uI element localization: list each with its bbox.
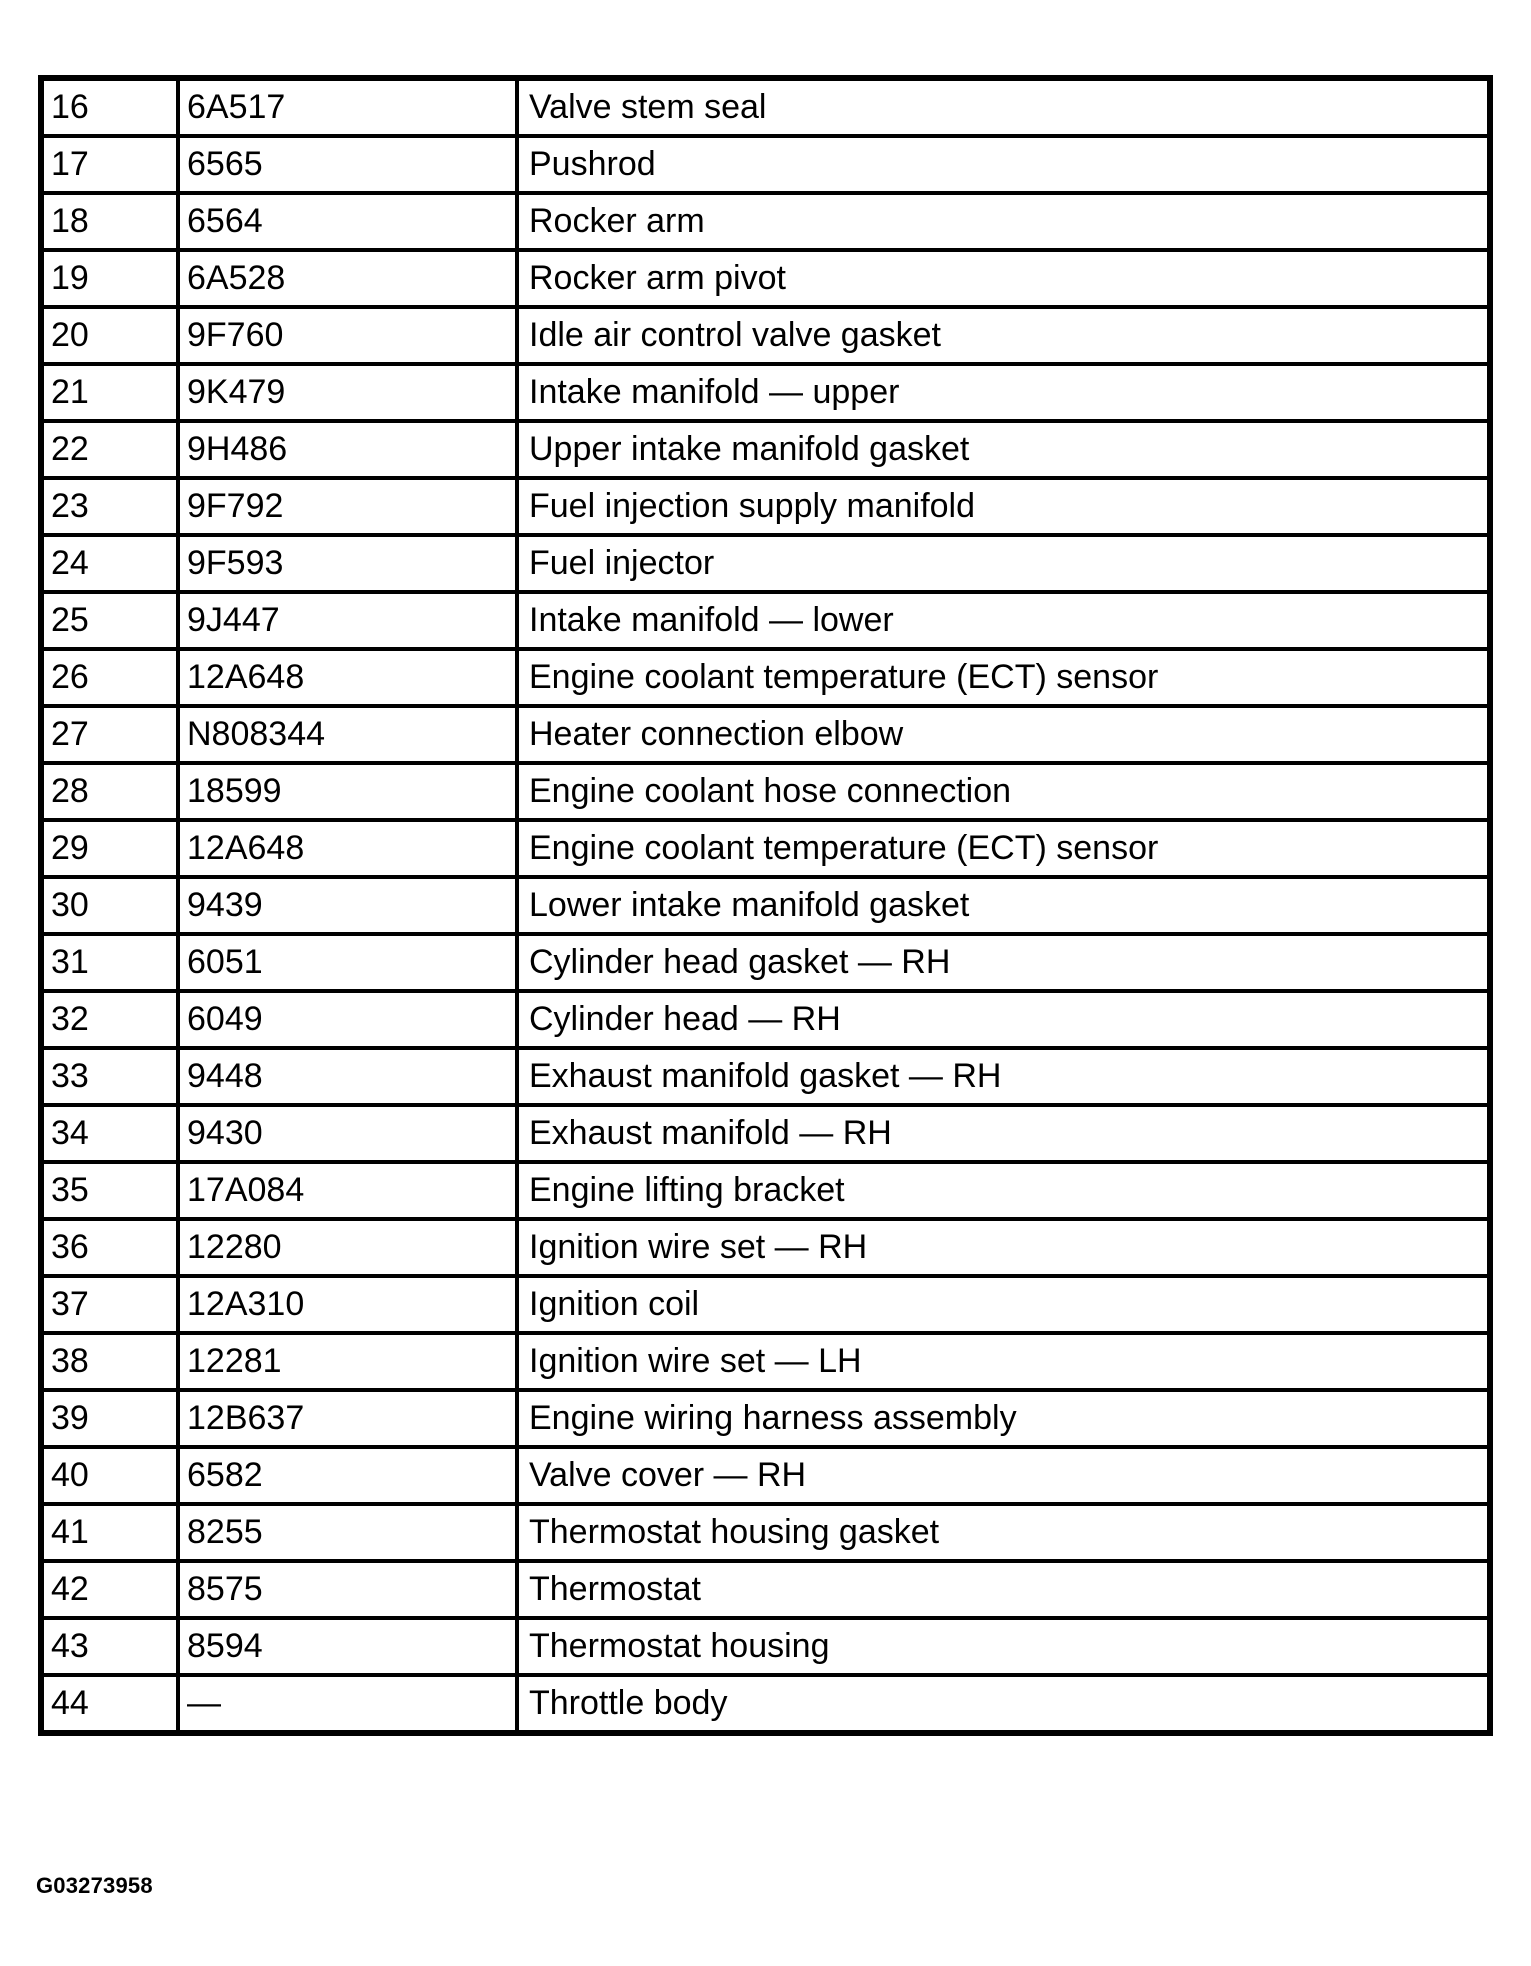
description-cell: Ignition wire set — RH — [517, 1219, 1490, 1276]
table-row — [41, 136, 1490, 193]
item-number-cell: 29 — [41, 820, 178, 877]
part-number-cell: 6A528 — [178, 250, 517, 307]
table-row — [41, 1219, 1490, 1276]
table-row — [41, 991, 1490, 1048]
description-cell: Fuel injector — [517, 535, 1490, 592]
part-number-cell: 12A648 — [178, 820, 517, 877]
part-number-cell: 9J447 — [178, 592, 517, 649]
item-number-cell: 19 — [41, 250, 178, 307]
description-cell: Engine coolant temperature (ECT) sensor — [517, 820, 1490, 877]
description-cell: Rocker arm pivot — [517, 250, 1490, 307]
item-number-cell: 31 — [41, 934, 178, 991]
part-number-cell: 6049 — [178, 991, 517, 1048]
table-row — [41, 1162, 1490, 1219]
part-number-cell: 9F792 — [178, 478, 517, 535]
description-cell: Intake manifold — lower — [517, 592, 1490, 649]
item-number-cell: 21 — [41, 364, 178, 421]
item-number-cell: 26 — [41, 649, 178, 706]
description-cell: Upper intake manifold gasket — [517, 421, 1490, 478]
table-row — [41, 1276, 1490, 1333]
table-row — [41, 1561, 1490, 1618]
parts-table — [38, 75, 1493, 1736]
part-number-cell: 12A310 — [178, 1276, 517, 1333]
part-number-cell: 6565 — [178, 136, 517, 193]
item-number-cell: 27 — [41, 706, 178, 763]
item-number-cell: 25 — [41, 592, 178, 649]
item-number-cell: 42 — [41, 1561, 178, 1618]
table-row — [41, 1333, 1490, 1390]
description-cell: Engine wiring harness assembly — [517, 1390, 1490, 1447]
item-number-cell: 16 — [41, 78, 178, 136]
table-row — [41, 820, 1490, 877]
table-row — [41, 1618, 1490, 1675]
part-number-cell: 6A517 — [178, 78, 517, 136]
table-row — [41, 364, 1490, 421]
part-number-cell: 9K479 — [178, 364, 517, 421]
part-number-cell: 9F593 — [178, 535, 517, 592]
description-cell: Lower intake manifold gasket — [517, 877, 1490, 934]
description-cell: Engine lifting bracket — [517, 1162, 1490, 1219]
part-number-cell: 9439 — [178, 877, 517, 934]
item-number-cell: 20 — [41, 307, 178, 364]
description-cell: Ignition coil — [517, 1276, 1490, 1333]
description-cell: Idle air control valve gasket — [517, 307, 1490, 364]
table-row — [41, 250, 1490, 307]
item-number-cell: 40 — [41, 1447, 178, 1504]
description-cell: Rocker arm — [517, 193, 1490, 250]
figure-code: G03273958 — [36, 1873, 153, 1898]
description-cell: Heater connection elbow — [517, 706, 1490, 763]
table-row — [41, 1504, 1490, 1561]
table-row — [41, 421, 1490, 478]
table-row — [41, 706, 1490, 763]
item-number-cell: 39 — [41, 1390, 178, 1447]
part-number-cell: 9430 — [178, 1105, 517, 1162]
part-number-cell: 18599 — [178, 763, 517, 820]
table-row — [41, 1048, 1490, 1105]
part-number-cell: 9F760 — [178, 307, 517, 364]
part-number-cell: 9448 — [178, 1048, 517, 1105]
item-number-cell: 22 — [41, 421, 178, 478]
table-row — [41, 1675, 1490, 1733]
item-number-cell: 38 — [41, 1333, 178, 1390]
table-row — [41, 1447, 1490, 1504]
part-number-cell: 12B637 — [178, 1390, 517, 1447]
description-cell: Valve stem seal — [517, 78, 1490, 136]
part-number-cell: 8255 — [178, 1504, 517, 1561]
description-cell: Engine coolant hose connection — [517, 763, 1490, 820]
table-row — [41, 1105, 1490, 1162]
description-cell: Cylinder head gasket — RH — [517, 934, 1490, 991]
description-cell: Throttle body — [517, 1675, 1490, 1733]
description-cell: Exhaust manifold gasket — RH — [517, 1048, 1490, 1105]
table-row — [41, 763, 1490, 820]
description-cell: Thermostat housing gasket — [517, 1504, 1490, 1561]
part-number-cell: 6582 — [178, 1447, 517, 1504]
item-number-cell: 32 — [41, 991, 178, 1048]
description-cell: Exhaust manifold — RH — [517, 1105, 1490, 1162]
item-number-cell: 41 — [41, 1504, 178, 1561]
table-row — [41, 193, 1490, 250]
item-number-cell: 28 — [41, 763, 178, 820]
description-cell: Valve cover — RH — [517, 1447, 1490, 1504]
description-cell: Pushrod — [517, 136, 1490, 193]
table-row — [41, 478, 1490, 535]
table-row — [41, 307, 1490, 364]
description-cell: Thermostat housing — [517, 1618, 1490, 1675]
description-cell: Thermostat — [517, 1561, 1490, 1618]
item-number-cell: 36 — [41, 1219, 178, 1276]
part-number-cell: 9H486 — [178, 421, 517, 478]
description-cell: Engine coolant temperature (ECT) sensor — [517, 649, 1490, 706]
part-number-cell: 8575 — [178, 1561, 517, 1618]
description-cell: Ignition wire set — LH — [517, 1333, 1490, 1390]
item-number-cell: 35 — [41, 1162, 178, 1219]
part-number-cell: 8594 — [178, 1618, 517, 1675]
description-cell: Cylinder head — RH — [517, 991, 1490, 1048]
part-number-cell: 12280 — [178, 1219, 517, 1276]
item-number-cell: 33 — [41, 1048, 178, 1105]
part-number-cell: 12281 — [178, 1333, 517, 1390]
table-row — [41, 535, 1490, 592]
table-row — [41, 592, 1490, 649]
part-number-cell: 17A084 — [178, 1162, 517, 1219]
item-number-cell: 44 — [41, 1675, 178, 1733]
parts-table-body — [41, 78, 1490, 1733]
part-number-cell: 6051 — [178, 934, 517, 991]
part-number-cell: N808344 — [178, 706, 517, 763]
item-number-cell: 17 — [41, 136, 178, 193]
item-number-cell: 37 — [41, 1276, 178, 1333]
item-number-cell: 34 — [41, 1105, 178, 1162]
item-number-cell: 24 — [41, 535, 178, 592]
table-row — [41, 649, 1490, 706]
item-number-cell: 23 — [41, 478, 178, 535]
part-number-cell: 12A648 — [178, 649, 517, 706]
item-number-cell: 30 — [41, 877, 178, 934]
table-row — [41, 78, 1490, 136]
part-number-cell: 6564 — [178, 193, 517, 250]
item-number-cell: 18 — [41, 193, 178, 250]
description-cell: Intake manifold — upper — [517, 364, 1490, 421]
table-row — [41, 934, 1490, 991]
part-number-cell: — — [178, 1675, 517, 1733]
table-row — [41, 877, 1490, 934]
item-number-cell: 43 — [41, 1618, 178, 1675]
table-row — [41, 1390, 1490, 1447]
description-cell: Fuel injection supply manifold — [517, 478, 1490, 535]
